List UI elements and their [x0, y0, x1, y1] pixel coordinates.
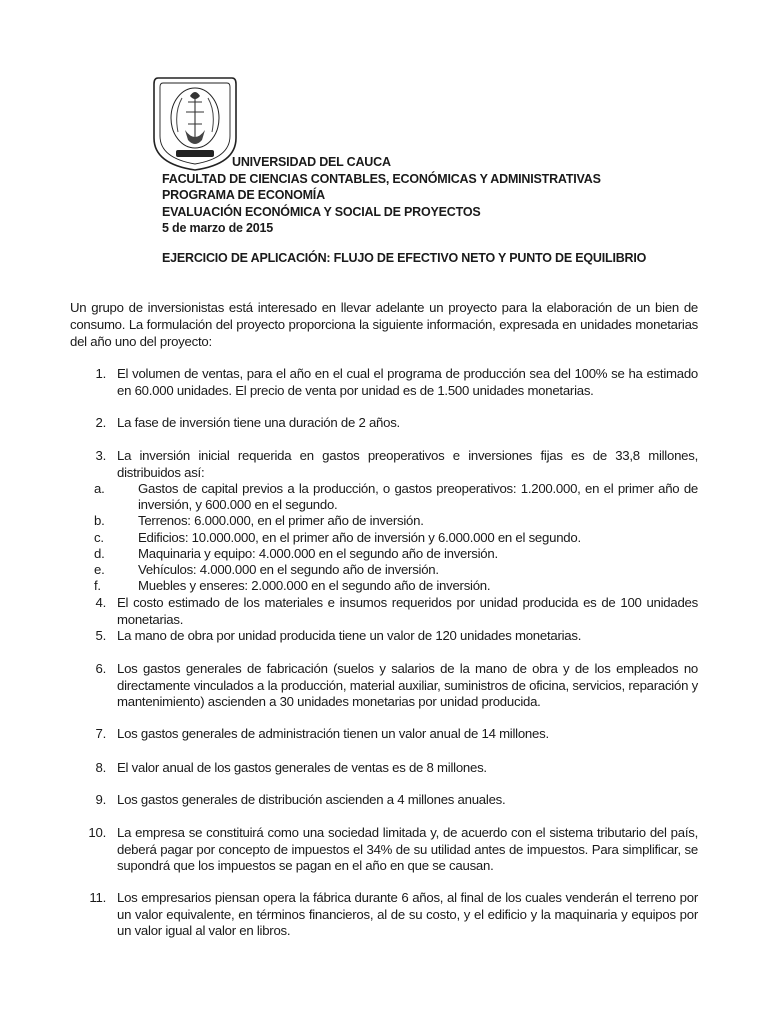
list-item: [70, 366, 698, 399]
list-item: [70, 760, 698, 777]
list-item: [70, 415, 698, 432]
list-item-text: Los gastos generales de distribución ascienden a 4 millones anuales.: [117, 792, 506, 807]
exercise-title: EJERCICIO DE APLICACIÓN: FLUJO DE EFECTIVO NETO Y PUNTO DE EQUILIBRIO: [162, 251, 647, 265]
sub-item-letter: f.: [94, 578, 101, 594]
list-item-number: 6.: [95, 661, 106, 676]
sub-item-text: Gastos de capital previos a la producción, o gastos preoperativos: 1.200.000, en el primer año de inversión, y 600.000 en el segundo.: [138, 481, 698, 513]
list-item-text: Los gastos generales de fabricación (suelos y salarios de la mano de obra y de los empleados no directamente vinculados a la producción, material auxiliar, suministros de oficina, servicios, reparación y mantenimiento) ascienden a 30 unidades monetarias por unidad producida.: [117, 661, 698, 709]
sub-item: [94, 562, 698, 578]
list-item-number: 3.: [95, 448, 106, 463]
university-name: UNIVERSIDAD DEL CAUCA: [232, 155, 391, 169]
sub-item-letter: d.: [94, 545, 105, 561]
sub-item-text: Edificios: 10.000.000, en el primer año de inversión y 6.000.000 en el segundo.: [138, 529, 581, 545]
sub-item: [94, 545, 698, 562]
list-item-number: 7.: [95, 726, 106, 741]
list-item-text: El valor anual de los gastos generales de ventas es de 8 millones.: [117, 760, 487, 775]
program-name: PROGRAMA DE ECONOMÍA: [162, 188, 325, 202]
list-item-number: 4.: [95, 595, 106, 610]
list-item: [70, 448, 698, 594]
list-item-text: La inversión inicial requerida en gastos preoperativos e inversiones fijas es de 33,8 millones, distribuidos así:: [117, 448, 698, 480]
list-item-text: La fase de inversión tiene una duración de 2 años.: [117, 415, 400, 430]
list-item: [70, 792, 698, 809]
intro-paragraph: Un grupo de inversionistas está interesado en llevar adelante un proyecto para la elaboración de un bien de consumo. La formulación del proyecto proporciona la siguiente información, expresada en unidades monetarias del año uno del proyecto:: [70, 300, 698, 349]
document-header: [162, 154, 722, 237]
sub-item-letter: c.: [94, 529, 104, 545]
sub-item-text: Muebles y enseres: 2.000.000 en el segundo año de inversión.: [138, 578, 491, 594]
sub-item-letter: a.: [94, 481, 105, 496]
sub-item: [94, 578, 698, 594]
list-item: [70, 628, 698, 645]
list-item-number: 9.: [95, 792, 106, 807]
list-item-number: 10.: [88, 825, 106, 840]
list-item-text: El costo estimado de los materiales e insumos requeridos por unidad producida es de 100 unidades monetarias.: [117, 595, 698, 627]
list-item-number: 11.: [89, 890, 106, 905]
list-item: [70, 890, 698, 940]
sub-item-text: Terrenos: 6.000.000, en el primer año de inversión.: [138, 513, 424, 529]
list-item-number: 8.: [95, 760, 106, 775]
list-item-number: 5.: [95, 628, 106, 643]
list-item: [70, 595, 698, 628]
list-item: [70, 825, 698, 875]
sub-item: [94, 513, 698, 529]
sub-item-text: Vehículos: 4.000.000 en el segundo año de inversión.: [138, 562, 439, 578]
document-date: 5 de marzo de 2015: [162, 221, 274, 235]
list-item-text: El volumen de ventas, para el año en el cual el programa de producción sea del 100% se ha estimado en 60.000 unidades. El precio de venta por unidad es de 1.500 unidades monetarias.: [117, 366, 698, 398]
sub-item-letter: e.: [94, 562, 105, 578]
course-name: EVALUACIÓN ECONÓMICA Y SOCIAL DE PROYECTOS: [162, 204, 481, 219]
list-item-text: Los gastos generales de administración tienen un valor anual de 14 millones.: [117, 726, 549, 741]
list-item-text: Los empresarios piensan opera la fábrica durante 6 años, al final de los cuales venderán el terreno por un valor equivalente, en términos financieros, al de su costo, y el edificio y la maquinaria y equipos por un valor igual al valor en libros.: [117, 890, 698, 938]
list-item: [70, 661, 698, 711]
sub-item: [94, 481, 698, 513]
list-item-number: 2.: [95, 415, 106, 430]
faculty-name: FACULTAD DE CIENCIAS CONTABLES, ECONÓMICAS Y ADMINISTRATIVAS: [162, 171, 601, 186]
sub-item-text: Maquinaria y equipo: 4.000.000 en el segundo año de inversión.: [138, 545, 498, 561]
sub-item: [94, 529, 698, 546]
list-item-text: La mano de obra por unidad producida tiene un valor de 120 unidades monetarias.: [117, 628, 582, 643]
sub-item-letter: b.: [94, 513, 105, 529]
list-item-number: 1.: [95, 366, 106, 381]
list-item-text: La empresa se constituirá como una sociedad limitada y, de acuerdo con el sistema tributario del país, deberá pagar por concepto de impuestos el 34% de su utilidad antes de impuestos. Para simplificar, se supondrá que los impuestos se pagan en el año en que se causan.: [117, 825, 698, 873]
list-item: [70, 726, 698, 743]
